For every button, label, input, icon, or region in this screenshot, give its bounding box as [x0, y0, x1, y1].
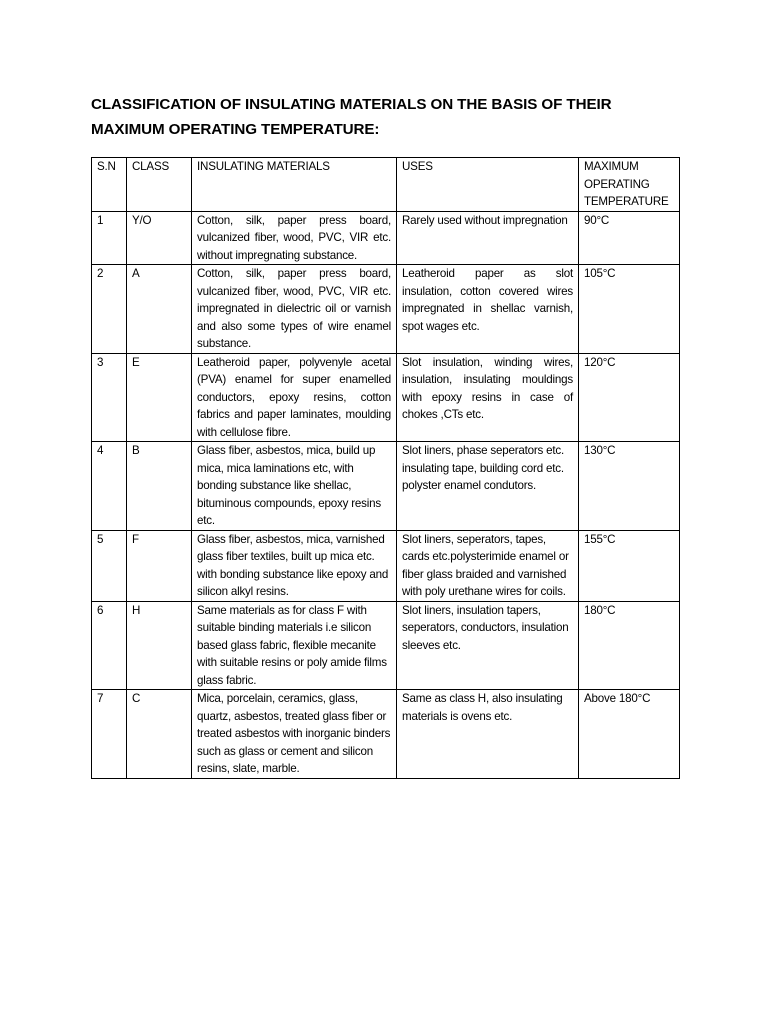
cell-materials: Mica, porcelain, ceramics, glass, quartz, asbestos, treated glass fiber or treated asbestos with inorganic binders such as glass or cement and silicon resins, slate, marble.	[192, 690, 397, 779]
cell-class: C	[127, 690, 192, 779]
table-row	[92, 353, 680, 442]
table-row	[92, 442, 680, 531]
table-row	[92, 211, 680, 265]
cell-materials: Leatheroid paper, polyvenyle acetal (PVA) enamel for super enamelled conductors, epoxy resins, cotton fabrics and paper laminates, moulding with cellulose fibre.	[192, 353, 397, 442]
table-row	[92, 601, 680, 690]
insulating-materials-table	[91, 157, 680, 779]
cell-uses: Slot liners, insulation tapers, seperators, conductors, insulation sleeves etc.	[397, 601, 579, 690]
cell-temperature: 180°C	[579, 601, 680, 690]
cell-materials: Cotton, silk, paper press board, vulcanized fiber, wood, PVC, VIR etc. without impregnating substance.	[192, 211, 397, 265]
cell-class: E	[127, 353, 192, 442]
cell-materials: Glass fiber, asbestos, mica, build up mica, mica laminations etc, with bonding substance like shellac, bituminous compounds, epoxy resins etc.	[192, 442, 397, 531]
cell-class: F	[127, 530, 192, 601]
table-row	[92, 690, 680, 779]
cell-materials: Same materials as for class F with suitable binding materials i.e silicon based glass fabric, flexible mecanite with suitable resins or poly amide films glass fabric.	[192, 601, 397, 690]
cell-uses: Slot liners, seperators, tapes, cards etc.polysterimide enamel or fiber glass braided and varnished with poly urethane wires for coils.	[397, 530, 579, 601]
table-row	[92, 265, 680, 354]
header-uses: USES	[397, 158, 579, 212]
cell-materials: Cotton, silk, paper press board, vulcanized fiber, wood, PVC, VIR etc. impregnated in dielectric oil or varnish and also some types of wire enamel substance.	[192, 265, 397, 354]
cell-class: Y/O	[127, 211, 192, 265]
cell-uses: Slot liners, phase seperators etc. insulating tape, building cord etc. polyster enamel condutors.	[397, 442, 579, 531]
cell-temperature: 90°C	[579, 211, 680, 265]
header-maximum-operating-temperature: MAXIMUM OPERATING TEMPERATURE	[579, 158, 680, 212]
page-title	[91, 92, 691, 142]
cell-temperature: 155°C	[579, 530, 680, 601]
cell-sn: 3	[92, 353, 127, 442]
cell-sn: 5	[92, 530, 127, 601]
cell-uses: Same as class H, also insulating materials is ovens etc.	[397, 690, 579, 779]
cell-class: H	[127, 601, 192, 690]
cell-temperature: 105°C	[579, 265, 680, 354]
cell-sn: 4	[92, 442, 127, 531]
cell-sn: 6	[92, 601, 127, 690]
page-title-line-1: CLASSIFICATION OF INSULATING MATERIALS ON THE BASIS OF THEIR	[91, 96, 612, 113]
cell-uses: Leatheroid paper as slot insulation, cotton covered wires impregnated in shellac varnish, spot wages etc.	[397, 265, 579, 354]
cell-uses: Rarely used without impregnation	[397, 211, 579, 265]
header-class: CLASS	[127, 158, 192, 212]
cell-uses: Slot insulation, winding wires, insulation, insulating mouldings with epoxy resins in case of chokes ,CTs etc.	[397, 353, 579, 442]
cell-class: B	[127, 442, 192, 531]
page-title-line-2: MAXIMUM OPERATING TEMPERATURE:	[91, 121, 380, 138]
cell-temperature: Above 180°C	[579, 690, 680, 779]
header-sn: S.N	[92, 158, 127, 212]
cell-sn: 1	[92, 211, 127, 265]
cell-materials: Glass fiber, asbestos, mica, varnished glass fiber textiles, built up mica etc. with bonding substance like epoxy and silicon alkyl resins.	[192, 530, 397, 601]
table-row	[92, 530, 680, 601]
cell-temperature: 120°C	[579, 353, 680, 442]
cell-sn: 2	[92, 265, 127, 354]
cell-class: A	[127, 265, 192, 354]
cell-temperature: 130°C	[579, 442, 680, 531]
table-header-row	[92, 158, 680, 212]
cell-sn: 7	[92, 690, 127, 779]
header-insulating-materials: INSULATING MATERIALS	[192, 158, 397, 212]
